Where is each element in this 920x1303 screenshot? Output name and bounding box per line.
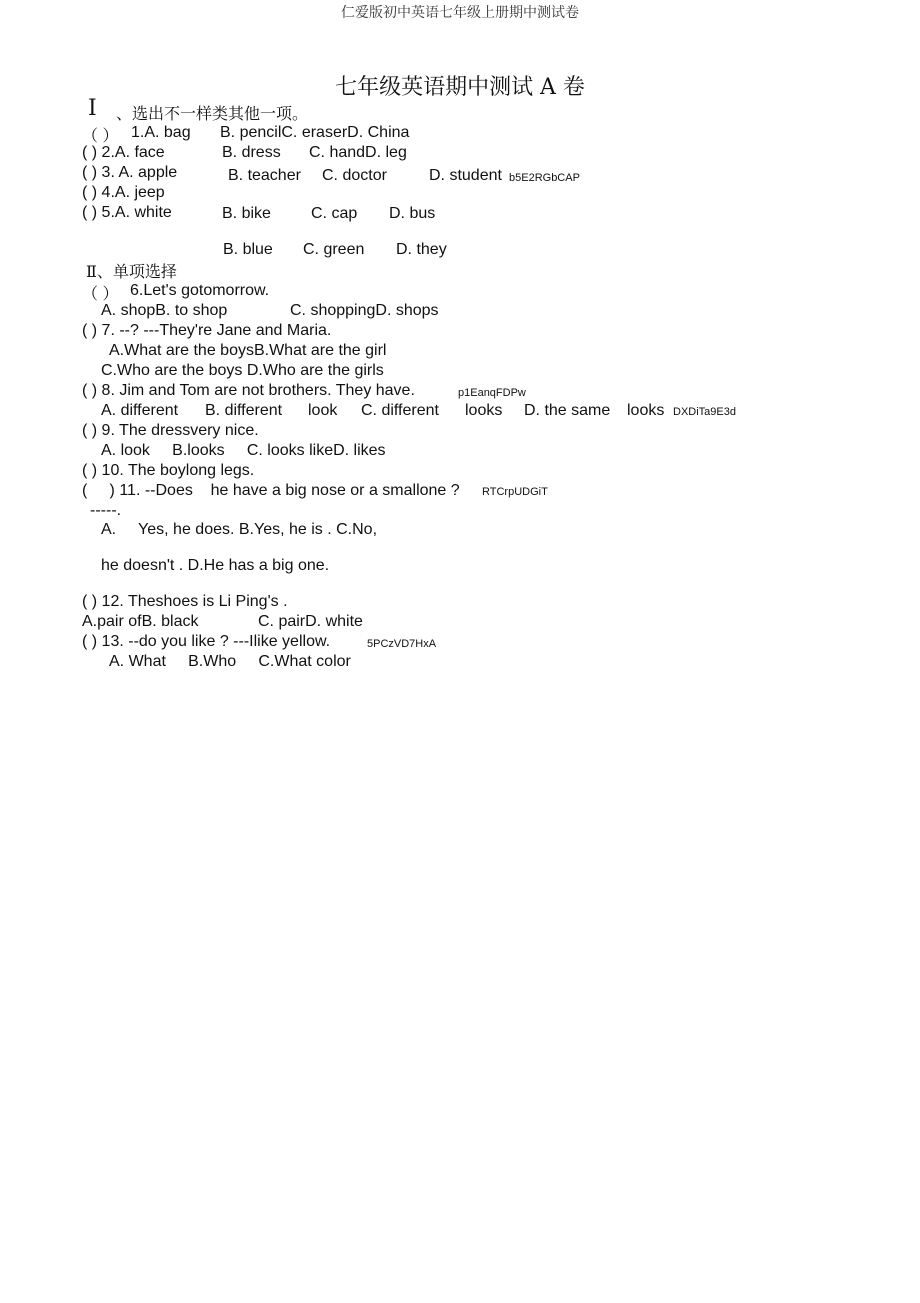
extra-option-d: D. they [396,241,447,258]
q11-options-ab: A. Yes, he does. B.Yes, he is . C.No, [101,521,378,538]
q9-stem: ( ) 9. The dressvery nice. [82,422,259,439]
q11-dash: -----. [90,502,122,519]
extra-option-c: C. green [303,241,365,258]
q6-paren: （ ） [82,286,119,303]
q2-option-a: ( ) 2.A. face [82,144,165,161]
q13-code: 5PCzVD7HxA [367,638,437,650]
q3-option-b: B. teacher [228,167,301,184]
q6-stem: 6.Let's gotomorrow. [130,282,270,299]
q3-option-c: C. doctor [322,167,387,184]
q5-option-d: D. bus [389,205,436,222]
q7-stem: ( ) 7. --? ---They're Jane and Maria. [82,322,332,339]
q6-options-cd: C. shoppingD. shops [290,302,439,319]
q8-option-c: C. different [361,402,439,419]
q12-options-ab: A.pair ofB. black [82,613,199,630]
q1-paren: （ ） [82,128,119,145]
q2-option-b: B. dress [222,144,281,161]
q13-stem: ( ) 13. --do you like ? ---Ilike yellow. [82,633,331,650]
page-header: 仁爱版初中英语七年级上册期中测试卷 [341,5,579,21]
q8-option-b-word: look [308,402,338,419]
q8-option-a: A. different [101,402,179,419]
page-title: 七年级英语期中测试 A 卷 [335,75,585,100]
q8-option-d-word: looks [627,402,665,419]
section1-numeral: Ⅰ [88,96,97,121]
q1-options-bcd: B. pencilC. eraserD. China [220,124,410,141]
q8-code-2: DXDiTa9E3d [673,406,736,418]
q3-code: b5E2RGbCAP [509,172,580,184]
q3-option-d: D. student [429,167,502,184]
q7-options-cd: C.Who are the boys D.Who are the girls [101,362,384,379]
q1-option-a: 1.A. bag [131,124,191,141]
q3-option-a: ( ) 3. A. apple [82,164,178,181]
q5-option-b: B. bike [222,205,271,222]
extra-option-b: B. blue [223,241,273,258]
q10-stem: ( ) 10. The boylong legs. [82,462,255,479]
section1-heading: 、选出不一样类其他一项。 [116,104,309,123]
q13-options: A. What B.Who C.What color [109,653,351,670]
section2-heading: Ⅱ、单项选择 [86,262,177,281]
q8-option-b: B. different [205,402,283,419]
q5-option-c: C. cap [311,205,358,222]
q8-option-d: D. the same [524,402,611,419]
q11-stem: ( ) 11. --Does he have a big nose or a smallone ? [82,482,460,499]
q12-options-cd: C. pairD. white [258,613,363,630]
q9-options: A. look B.looks C. looks likeD. likes [101,442,386,459]
q5-option-a: ( ) 5.A. white [82,204,172,221]
q12-stem: ( ) 12. Theshoes is Li Ping's . [82,593,288,610]
q7-options-ab: A.What are the boysB.What are the girl [109,342,387,359]
q2-options-cd: C. handD. leg [309,144,407,161]
q8-option-c-word: looks [465,402,503,419]
q11-options-cd: he doesn't . D.He has a big one. [101,557,330,574]
q8-code: p1EanqFDPw [458,387,526,399]
q8-stem: ( ) 8. Jim and Tom are not brothers. They have. [82,382,415,399]
q4-option-a: ( ) 4.A. jeep [82,184,165,201]
q6-options-ab: A. shopB. to shop [101,302,228,319]
q11-code: RTCrpUDGiT [482,486,548,498]
